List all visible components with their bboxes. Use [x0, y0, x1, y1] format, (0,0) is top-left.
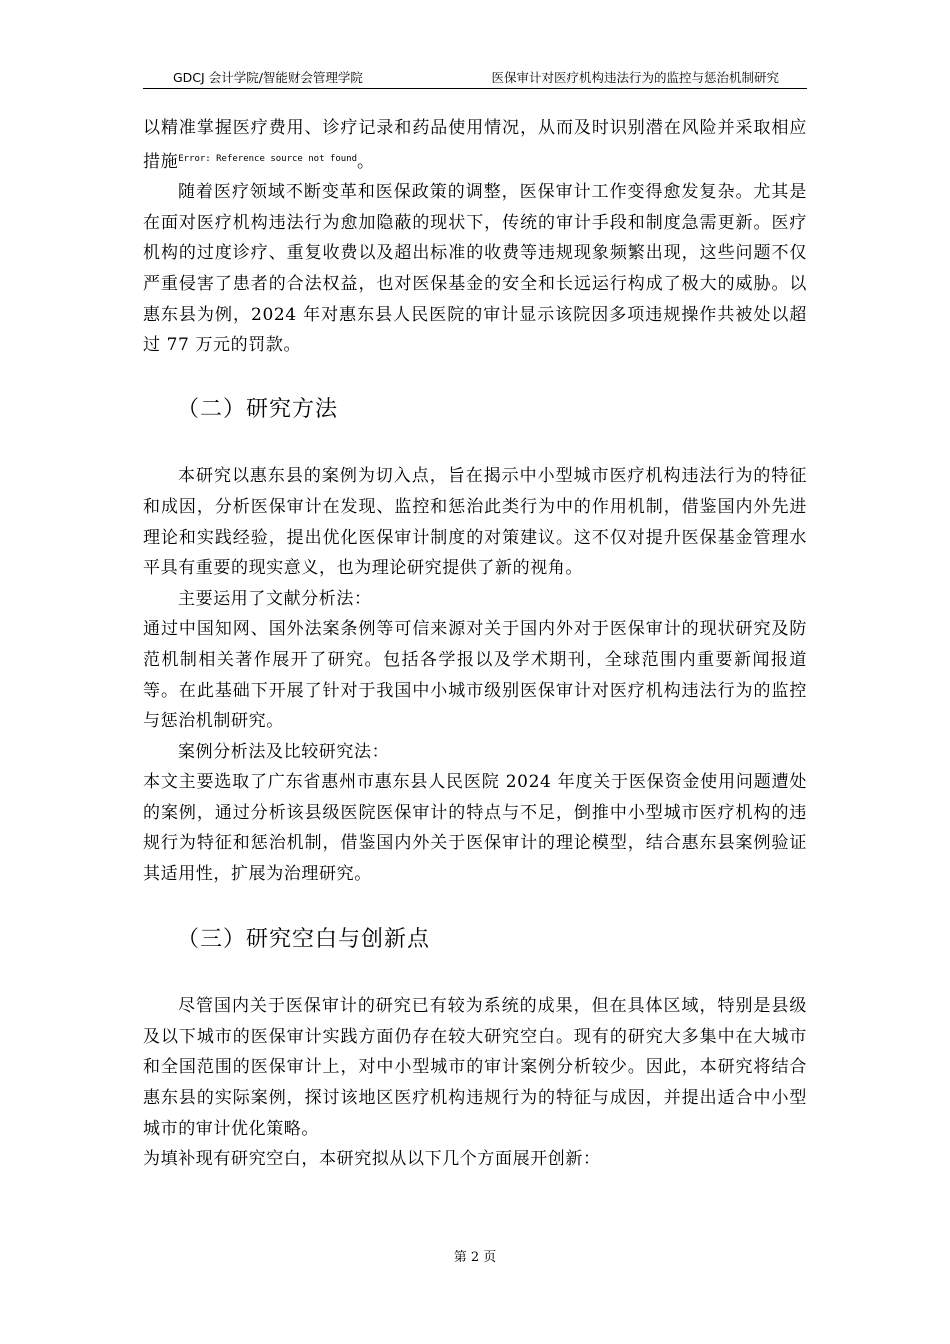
paragraph-1: [143, 113, 807, 177]
header-institution: GDCJ 会计学院/智能财会管理学院: [173, 70, 363, 85]
section-heading-method: （二）研究方法: [177, 396, 339, 422]
document-body: [143, 113, 807, 1175]
paragraph-9: 为填补现有研究空白，本研究拟从以下几个方面展开创新：: [143, 1149, 601, 1170]
paragraph-2: 随着医疗领域不断变革和医保政策的调整，医保审计工作变得愈发复杂。尤其是在面对医疗机构违法行为愈加隐蔽的现状下，传统的审计手段和制度急需更新。医疗机构的过度诊疗、重复收费以及超出标准的收费等违规现象频繁出现，这些问题不仅严重侵害了患者的合法权益，也对医保基金的安全和长远运行构成了极大的威胁。以惠东县为例，2024 年对惠东县人民医院的审计显示该院因多项违规操作共被处以超过 77 万元的罚款。: [143, 182, 807, 356]
section-heading-gap: （三）研究空白与创新点: [177, 926, 431, 952]
header-thesis-title: 医保审计对医疗机构违法行为的监控与惩治机制研究: [491, 70, 779, 85]
paragraph-8: 尽管国内关于医保审计的研究已有较为系统的成果，但在具体区域，特别是县级及以下城市的医保审计实践方面仍存在较大研究空白。现有的研究大多集中在大城市和全国范围的医保审计上，对中小型城市的审计案例分析较少。因此，本研究将结合惠东县的实际案例，探讨该地区医疗机构违规行为的特征与成因，并提出适合中小型城市的审计优化策略。: [143, 996, 807, 1139]
paragraph-6: 案例分析法及比较研究法：: [178, 741, 390, 762]
paragraph-3: 本研究以惠东县的案例为切入点，旨在揭示中小型城市医疗机构违法行为的特征和成因，分析医保审计在发现、监控和惩治此类行为中的作用机制，借鉴国内外先进理论和实践经验，提出优化医保审计制度的对策建议。这不仅对提升医保基金管理水平具有重要的现实意义，也为理论研究提供了新的视角。: [143, 466, 807, 579]
paragraph-4: 主要运用了文献分析法：: [178, 588, 372, 609]
page-header: [143, 66, 807, 89]
paragraph-5: 通过中国知网、国外法案条例等可信来源对关于国内外对于医保审计的现状研究及防范机制相关著作展开了研究。包括各学报以及学术期刊，全球范围内重要新闻报道等。在此基础下开展了针对于我国中小城市级别医保审计对医疗机构违法行为的监控与惩治机制研究。: [143, 619, 807, 732]
paragraph-1-end: 。: [357, 151, 375, 172]
page-footer: [0, 1246, 950, 1265]
paragraph-1-text: 以精准掌握医疗费用、诊疗记录和药品使用情况，从而及时识别潜在风险并采取相应措施: [143, 118, 807, 172]
page-number: 第 2 页: [453, 1250, 497, 1265]
paragraph-7: 本文主要选取了广东省惠州市惠东县人民医院 2024 年度关于医保资金使用问题遭处的案例，通过分析该县级医院医保审计的特点与不足，倒推中小型城市医疗机构的违规行为特征和惩治机制，借鉴国内外关于医保审计的理论模型，结合惠东县案例验证其适用性，扩展为治理研究。: [143, 772, 807, 885]
reference-error: Error: Reference source not found: [178, 153, 358, 164]
